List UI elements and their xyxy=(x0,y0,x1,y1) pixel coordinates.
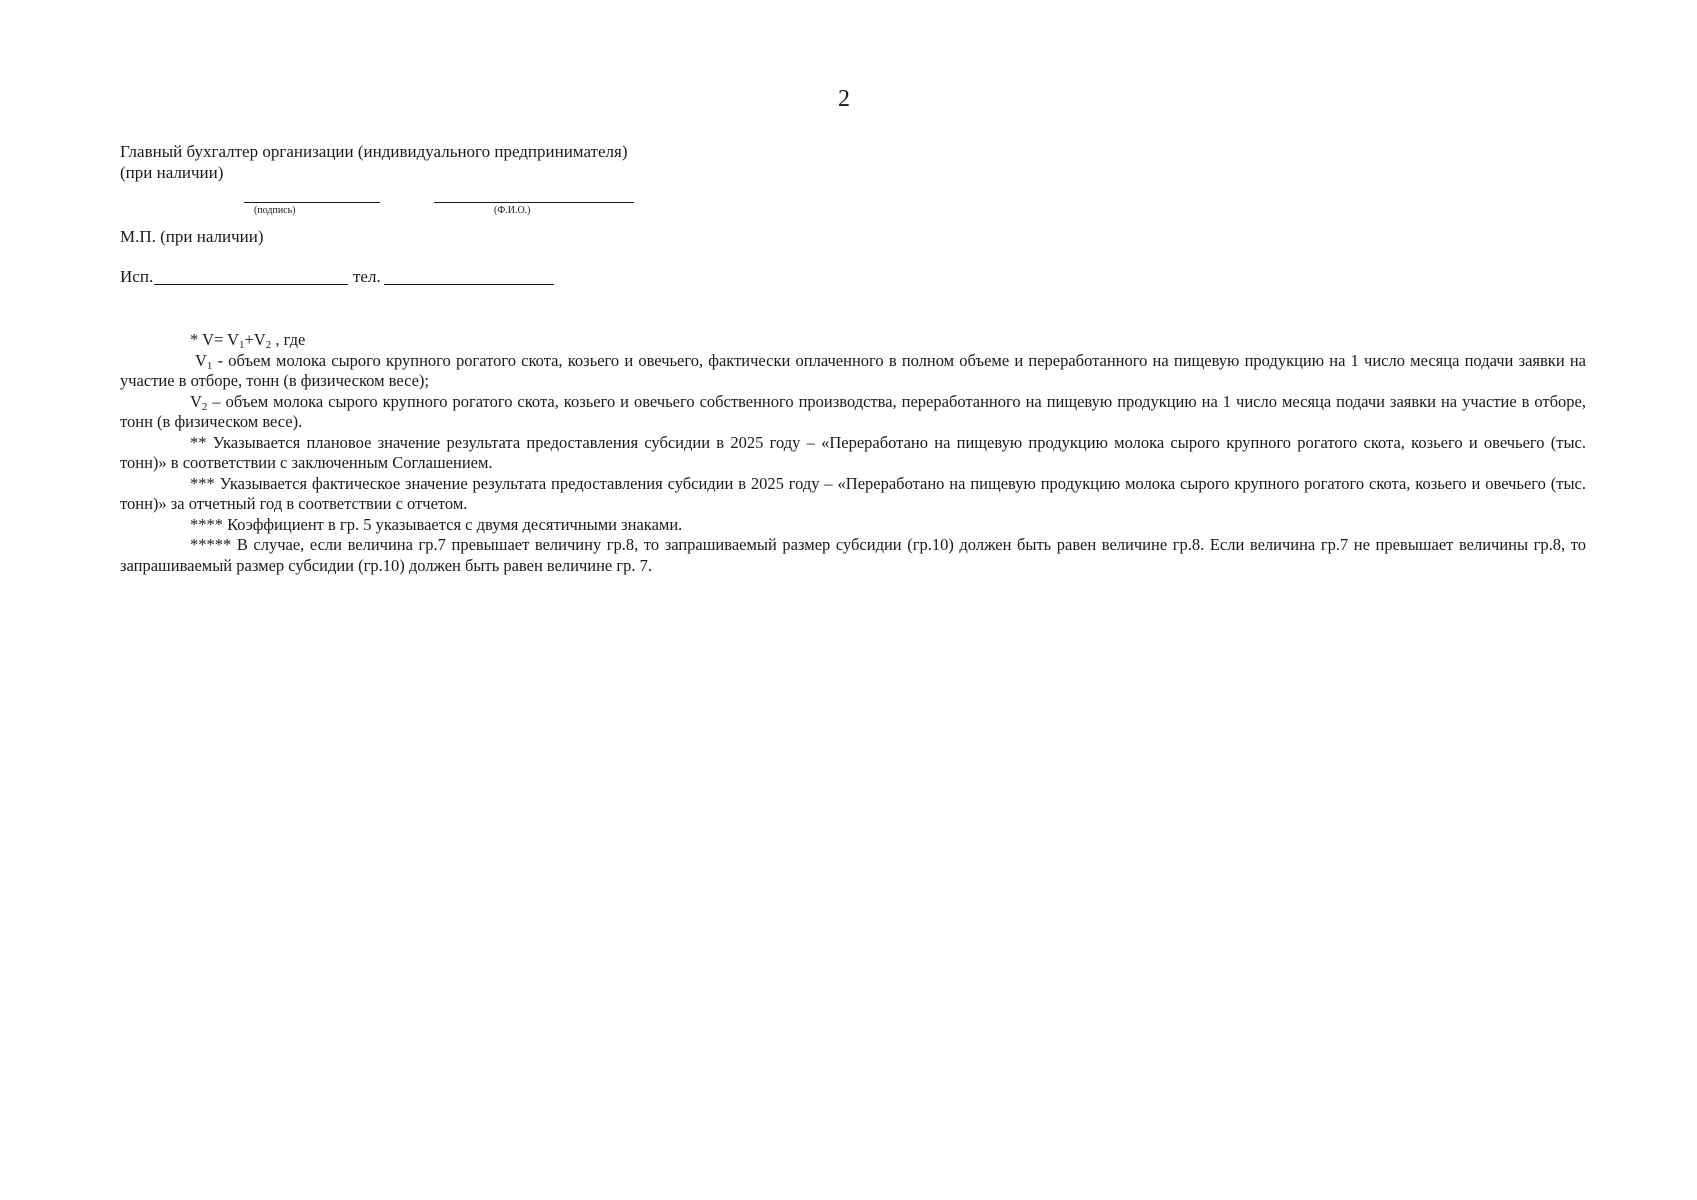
executor-label: Исп. xyxy=(120,267,154,286)
note-v2: $V_2$ – объем молока сырого крупного рогатого скота, козьего и овечьего собственного производства, переработанного на пищевую продукцию на 1 число месяца подачи заявки на участие в отборе, тонн (в физическом весе). xyxy=(120,391,1586,431)
footnotes xyxy=(120,330,1586,576)
chief-accountant-heading xyxy=(120,141,628,183)
note-planned-value: ** Указывается плановое значение результата предоставления субсидии в 2025 году – «Переработано на пищевую продукцию молока сырого крупного рогатого скота, козьего и овечьего (тыс. тонн)» в соответствии с заключенным Соглашением. xyxy=(120,432,1586,472)
name-caption: (Ф.И.О.) xyxy=(494,205,531,216)
note-v1: $V_1$ - объем молока сырого крупного рогатого скота, козьего и овечьего, фактически оплаченного в полном объеме и переработанного на пищевую продукцию на 1 число месяца подачи заявки на участие в отборе, тонн (в физическом весе); xyxy=(120,350,1586,390)
phone-label: тел. xyxy=(353,267,381,286)
chief-accountant-subtitle: (при наличии) xyxy=(120,163,224,182)
signature-line xyxy=(244,188,380,203)
contact-row xyxy=(120,267,620,291)
note-formula: * $V= V_1+V_2$ , где xyxy=(190,330,306,351)
name-line xyxy=(434,188,634,203)
note-subsidy-size: ***** В случае, если величина гр.7 превышает величину гр.8, то запрашиваемый размер субсидии (гр.10) должен быть равен величине гр.8. Если величина гр.7 не превышает величины гр.8, то запрашиваемый размер субсидии (гр.10) должен быть равен величине гр. 7. xyxy=(120,535,1586,575)
note-actual-value: *** Указывается фактическое значение результата предоставления субсидии в 2025 году – «Переработано на пищевую продукцию молока сырого крупного рогатого скота, козьего и овечьего (тыс. тонн)» за отчетный год в соответствии с отчетом. xyxy=(120,473,1586,513)
page-number: 2 xyxy=(838,86,850,112)
executor-line xyxy=(154,282,348,285)
note-coefficient: **** Коэффициент в гр. 5 указывается с двумя десятичными знаками. xyxy=(190,514,683,534)
chief-accountant-title: Главный бухгалтер организации (индивидуального предпринимателя) xyxy=(120,142,628,161)
signature-caption: (подпись) xyxy=(254,205,296,216)
signature-row xyxy=(120,188,720,218)
stamp-label: М.П. (при наличии) xyxy=(120,227,264,246)
phone-line xyxy=(384,282,554,285)
